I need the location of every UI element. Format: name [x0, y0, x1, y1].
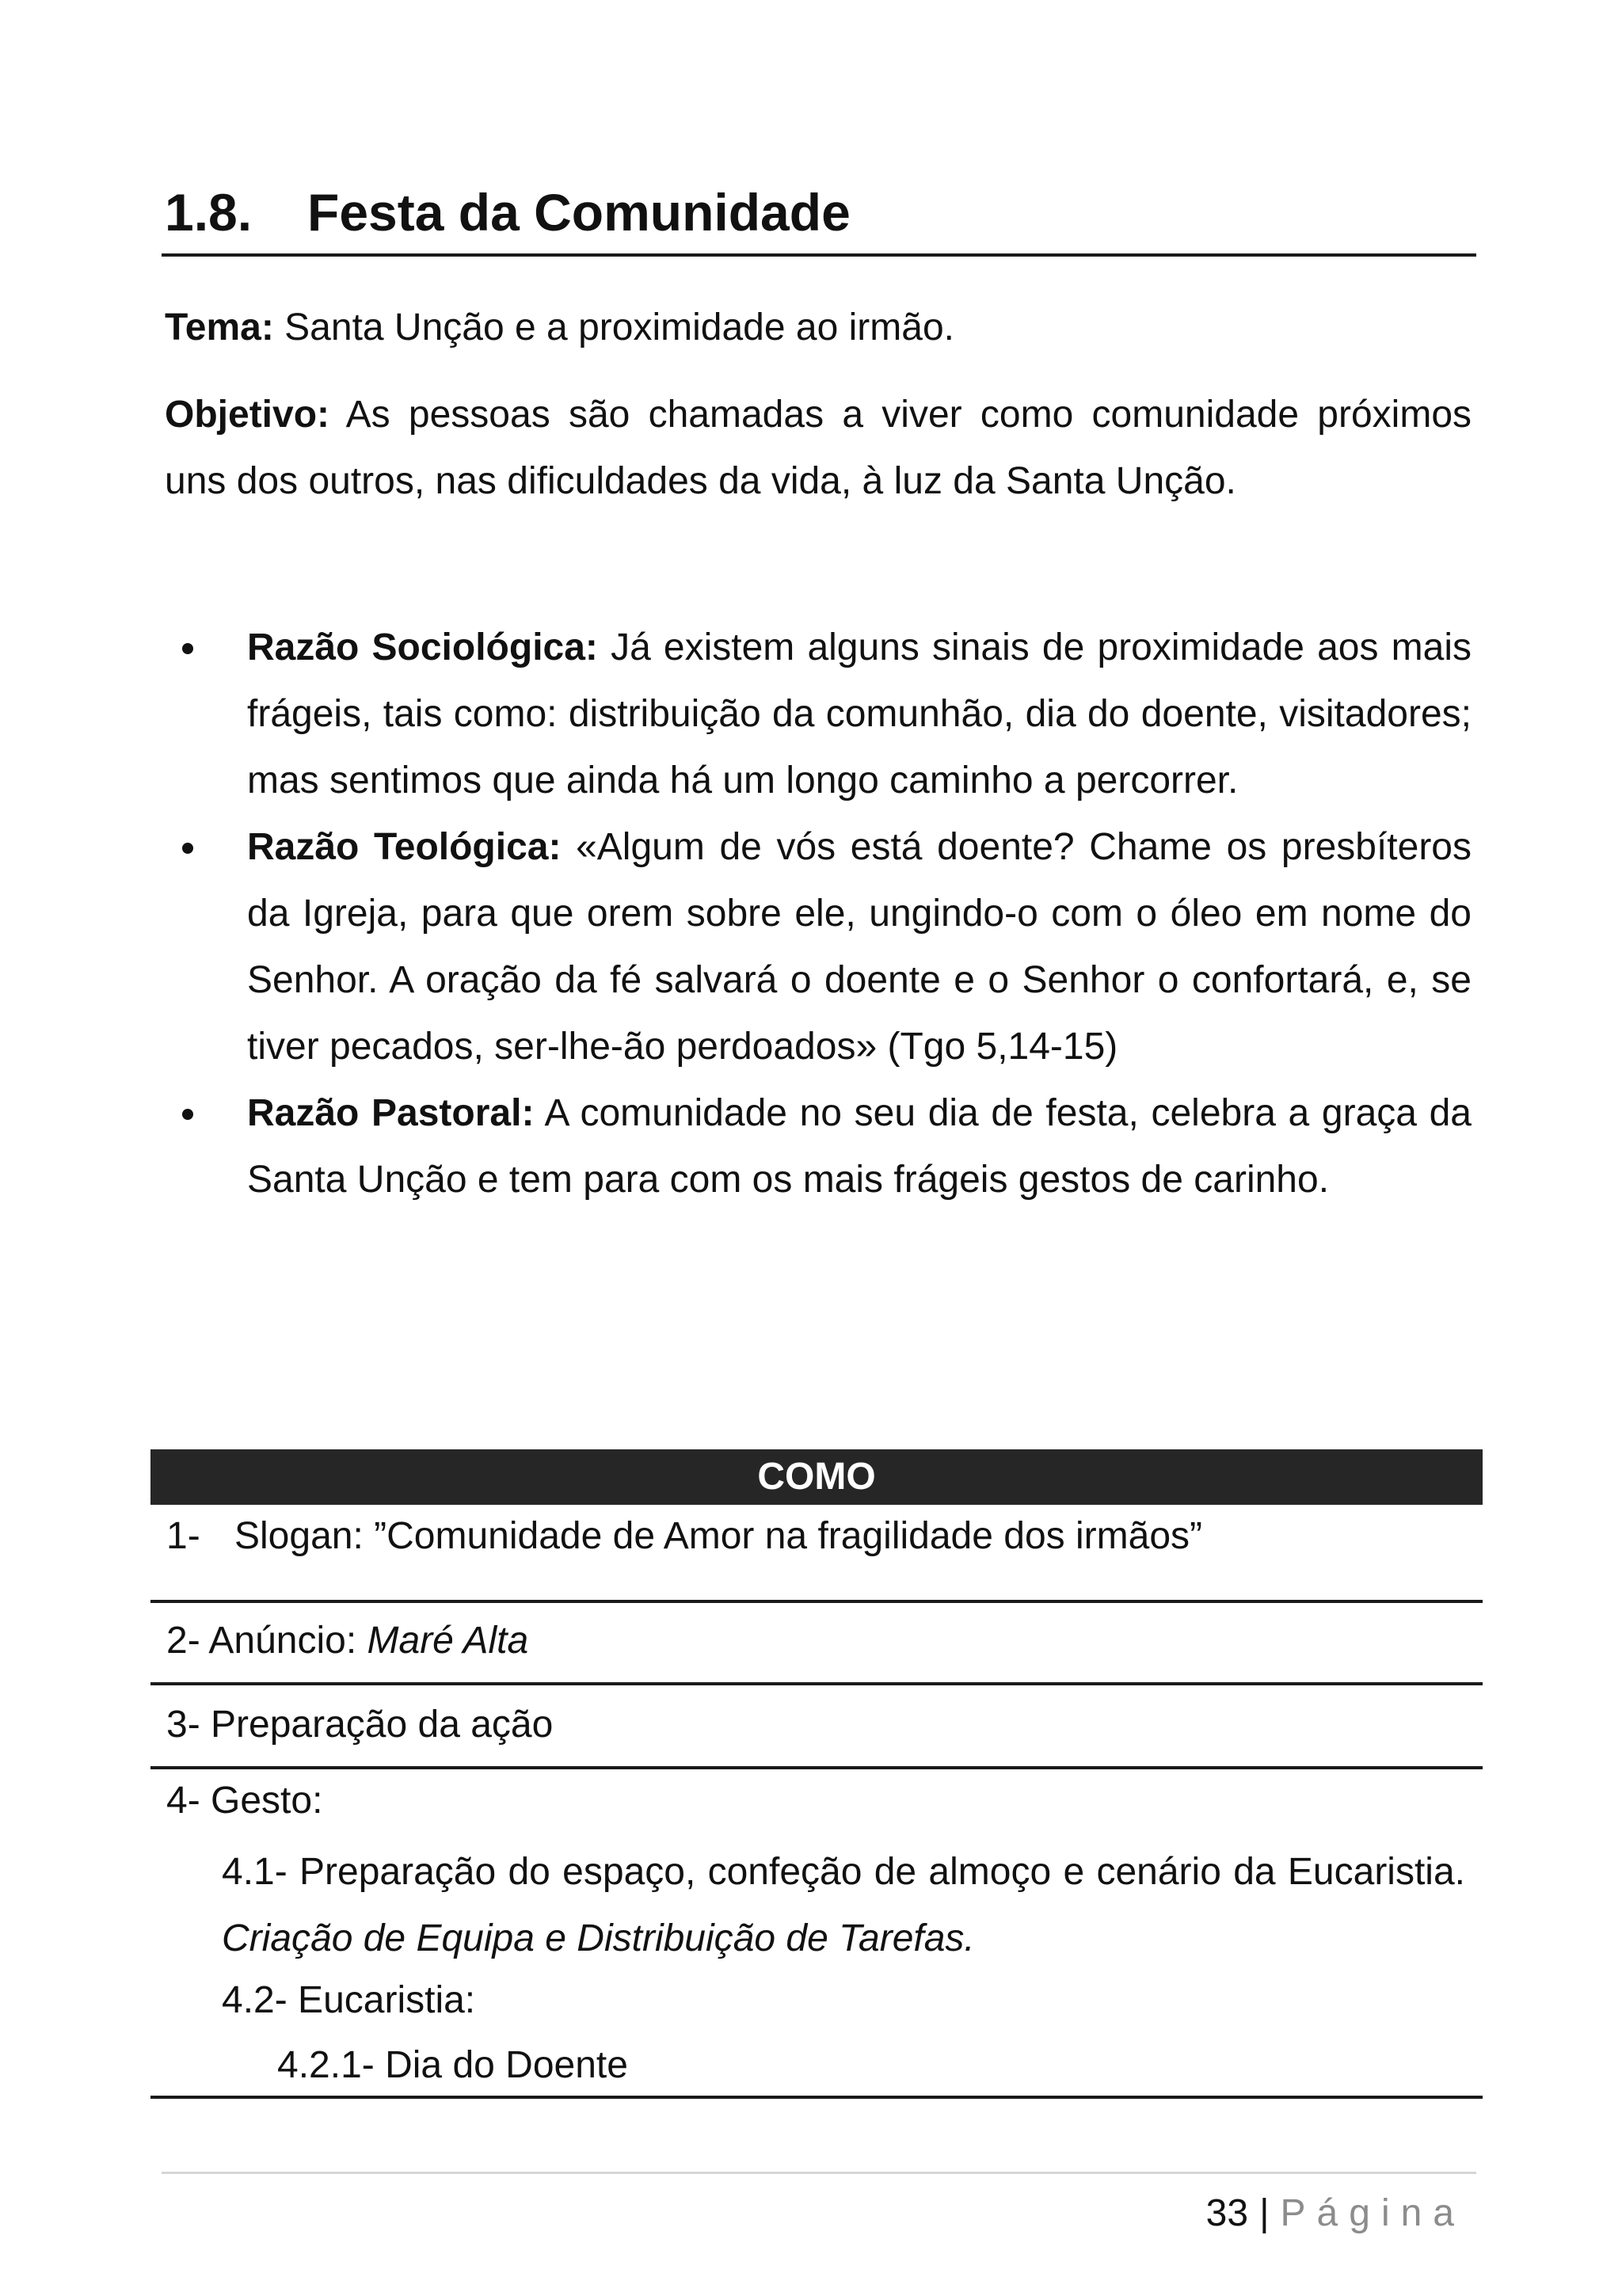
slogan-number: 1-	[166, 1515, 200, 1557]
theological-reason-label: Razão Teológica:	[247, 826, 562, 868]
list-item-theological-reason	[165, 814, 1472, 1080]
slogan-text: Slogan: ”Comunidade de Amor na fragilidade dos irmãos”	[234, 1515, 1203, 1557]
theological-reason-text: «Algum de vós está doente? Chame os presbíteros da Igreja, para que orem sobre ele, ungindo-o com o óleo em nome do Senhor. A oração da fé salvará o doente e o Senhor o confortará, e, se tiver pecados, ser-lhe-ão perdoados» (Tgo 5,14-15)	[247, 826, 1472, 1068]
footer-separator: |	[1259, 2192, 1270, 2234]
footer-divider	[162, 2172, 1476, 2174]
bullet-icon	[182, 843, 193, 854]
como-header: COMO	[150, 1449, 1483, 1505]
subitem-4-1-text: 4.1- Preparação do espaço, confeção de almoço e cenário da Eucaristia.	[222, 1851, 1465, 1893]
gesture-subitem-4-1	[222, 1839, 1465, 1972]
list-item-sociological-reason	[165, 615, 1472, 814]
table-row-slogan	[150, 1505, 1483, 1603]
announcement-value: Maré Alta	[367, 1620, 529, 1662]
page-number: 33	[1205, 2192, 1249, 2234]
table-row-gesture	[150, 1769, 1483, 2099]
announcement-label: 2- Anúncio:	[166, 1620, 357, 1662]
section-heading	[162, 168, 1476, 257]
sociological-reason-text: Já existem alguns sinais de proximidade aos mais frágeis, tais como: distribuição da comunhão, dia do doente, visitadores; mas sentimos que ainda há um longo caminho a percorrer.	[247, 626, 1472, 802]
theme-label: Tema:	[165, 307, 274, 348]
como-table	[150, 1449, 1483, 2099]
gesture-subitem-4-2-1: 4.2.1- Dia do Doente	[277, 2044, 628, 2086]
bullet-icon	[182, 643, 193, 654]
gesture-title: 4- Gesto:	[166, 1780, 323, 1822]
page-word: Página	[1280, 2192, 1465, 2234]
subitem-4-1-italic-text: Criação de Equipa e Distribuição de Tarefas.	[222, 1917, 975, 1959]
pastoral-reason-text: A comunidade no seu dia de festa, celebra a graça da Santa Unção e tem para com os mais frágeis gestos de carinho.	[247, 1092, 1472, 1201]
page-footer	[1206, 2186, 1465, 2241]
reasons-list	[165, 615, 1472, 1213]
sociological-reason-label: Razão Sociológica:	[247, 626, 598, 668]
list-item-pastoral-reason	[165, 1080, 1472, 1213]
preparation-line: 3- Preparação da ação	[166, 1704, 554, 1746]
section-title: Festa da Comunidade	[307, 183, 851, 242]
theme-paragraph	[165, 295, 1472, 361]
slogan-line	[166, 1508, 1202, 1565]
gesture-subitem-4-2: 4.2- Eucaristia:	[222, 1979, 476, 2021]
objective-paragraph	[165, 382, 1472, 515]
bullet-icon	[182, 1109, 193, 1120]
section-number: 1.8.	[165, 183, 253, 242]
objective-text: As pessoas são chamadas a viver como comunidade próximos uns dos outros, nas dificuldades da vida, à luz da Santa Unção.	[165, 394, 1472, 502]
announcement-line	[166, 1613, 528, 1670]
objective-label: Objetivo:	[165, 394, 330, 436]
pastoral-reason-label: Razão Pastoral:	[247, 1092, 535, 1134]
table-row-preparation	[150, 1685, 1483, 1769]
table-row-announcement	[150, 1603, 1483, 1685]
theme-text: Santa Unção e a proximidade ao irmão.	[284, 307, 954, 348]
